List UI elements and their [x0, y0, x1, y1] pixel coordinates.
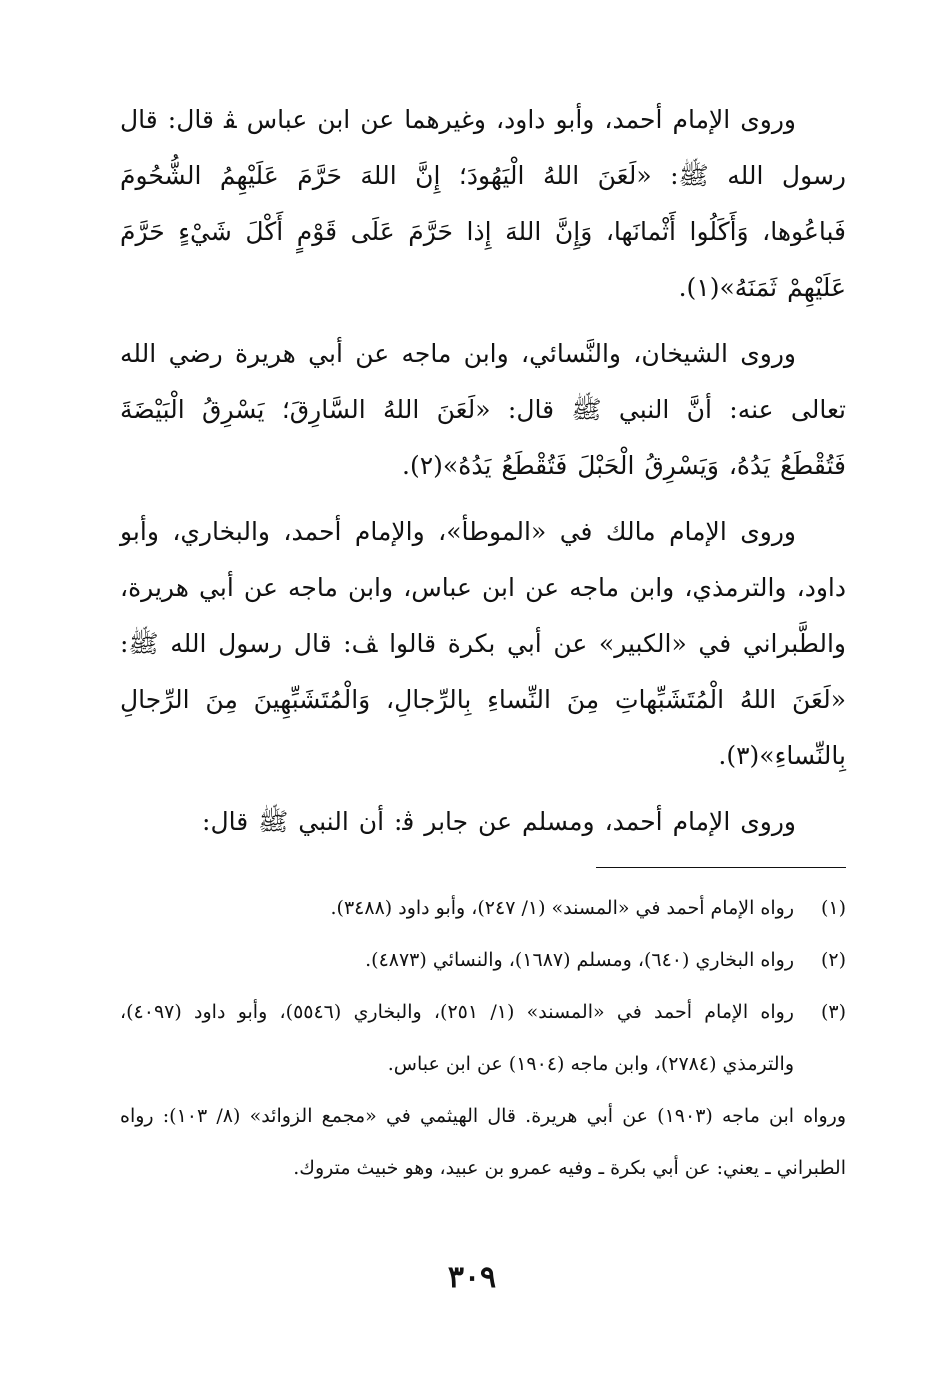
paragraph-3: وروى الإمام مالك في «الموطأ»، والإمام أحمد، والبخاري، وأبو داود، والترمذي، وابن ماجه عن ابن عباس، وابن ماجه عن أبي هريرة، والطَّبراني في «الكبير» عن أبي بكرة قالوا ﭫ: قال رسول الله ﷺ: «لَعَنَ اللهُ الْمُتَشَبِّهاتِ مِنَ النِّساءِ بِالرِّجالِ، وَالْمُتَشَبِّهِينَ مِنَ الرِّجالِ بِالنِّساءِ»(٣). [120, 517, 846, 770]
footnote-text: رواه الإمام أحمد في «المسند» (١/ ٢٤٧)، وأبو داود (٣٤٨٨). [330, 897, 794, 919]
footnote-2 [120, 934, 846, 986]
footnote-text: رواه البخاري (٦٤٠)، ومسلم (١٦٨٧)، والنسائي (٤٨٧٣). [365, 949, 794, 971]
paragraph-4: وروى الإمام أحمد، ومسلم عن جابر ﭬ: أن النبي ﷺ قال: [202, 807, 796, 836]
paragraph-1: وروى الإمام أحمد، وأبو داود، وغيرهما عن ابن عباس ﭭ قال: قال رسول الله ﷺ: «لَعَنَ اللهُ الْيَهُودَ؛ إِنَّ اللهَ حَرَّمَ عَلَيْهِمُ الشُّحُومَ فَباعُوها، وَأَكَلُوا أَثْمانَها، وَإِنَّ اللهَ إِذا حَرَّمَ عَلَى قَوْمٍ أَكْلَ شَيْءٍ حَرَّمَ عَلَيْهِمْ ثَمَنَهُ»(١). [120, 105, 846, 302]
footnote-separator [596, 867, 846, 868]
footnotes [120, 882, 846, 1194]
footnote-1 [120, 882, 846, 934]
footnote-text: رواه الإمام أحمد في «المسند» (١/ ٢٥١)، والبخاري (٥٥٤٦)، وأبو داود (٤٠٩٧)، والترمذي (٢٧٨٤)، وابن ماجه (١٩٠٤) عن ابن عباس. [120, 1001, 794, 1075]
footnote-number: (٢) [820, 949, 846, 971]
footnote-3 [120, 986, 846, 1090]
footnote-continuation: ورواه ابن ماجه (١٩٠٣) عن أبي هريرة. قال الهيثمي في «مجمع الزوائد» (٨/ ١٠٣): رواه الطبراني ـ يعني: عن أبي بكرة ـ وفيه عمرو بن عبيد، وهو خبيث متروك. [120, 1105, 847, 1179]
paragraph-2: وروى الشيخان، والنَّسائي، وابن ماجه عن أبي هريرة رضي الله تعالى عنه: أنَّ النبي ﷺ قال: «لَعَنَ اللهُ السَّارِقَ؛ يَسْرِقُ الْبَيْضَةَ فَتُقْطَعُ يَدُهُ، وَيَسْرِقُ الْحَبْلَ فَتُقْطَعُ يَدُهُ»(٢). [120, 339, 846, 480]
footnote-number: (٣) [820, 1001, 846, 1023]
main-text [120, 92, 846, 860]
footnote-number: (١) [820, 897, 846, 919]
page-number: ٣٠٩ [447, 1260, 497, 1295]
